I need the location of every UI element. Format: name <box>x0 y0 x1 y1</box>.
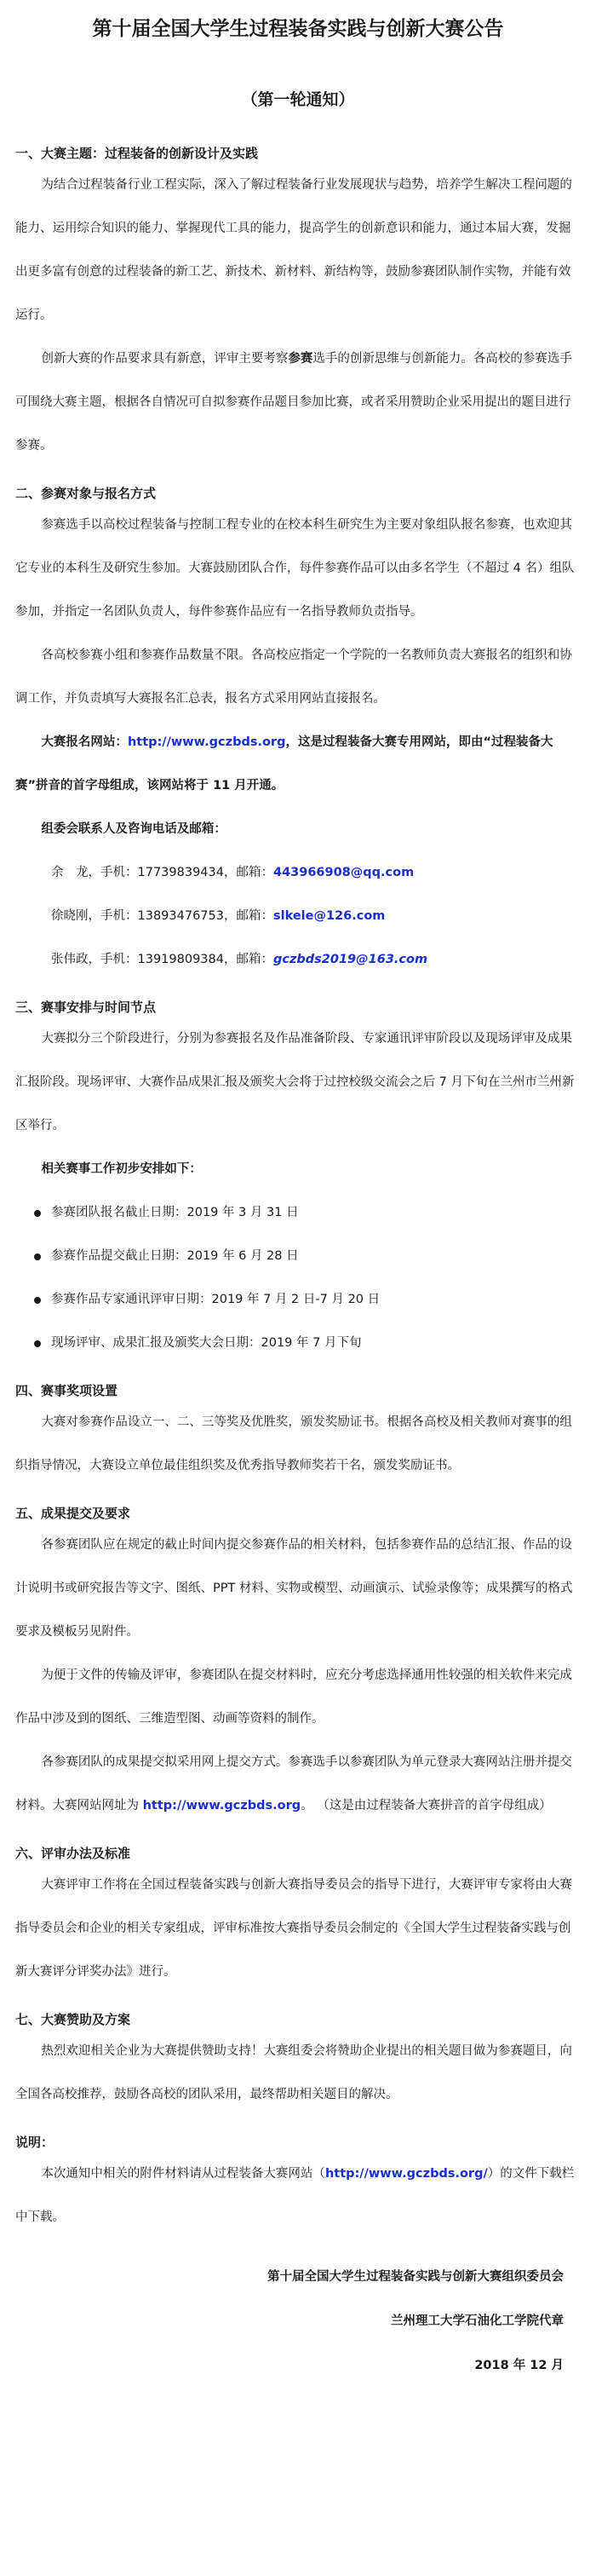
section-heading-participants: 二、参赛对象与报名方式 <box>15 486 157 501</box>
paragraph: 创新大赛的作品要求具有新意，评审主要考察参赛选手的创新思维与创新能力。各高校的参赛选手可围绕大赛主题，根据各自情况可自拟参赛作品题目参加比赛，或者采用赞助企业采用提出的题目进行参赛。 <box>15 352 572 452</box>
signature-school: 兰州理工大学石油化工学院代章 <box>391 2314 564 2328</box>
schedule-item: 参赛作品提交截止日期：2019 年 6 月 28 日 <box>15 1235 581 1278</box>
registration-website-link[interactable]: http://www.gczbds.org <box>127 735 286 749</box>
paragraph: 本次通知中相关的附件材料请从过程装备大赛网站（http://www.gczbds.org/）的文件下载栏中下载。 <box>15 2167 575 2224</box>
bullet-icon <box>34 1340 41 1347</box>
section-heading-submission: 五、成果提交及要求 <box>15 1506 131 1521</box>
signature-organization: 第十届全国大学生过程装备实践与创新大赛组织委员会 <box>267 2270 564 2284</box>
contact-row: 徐晓刚，手机：13893476753，邮箱：slkele@126.com <box>51 909 386 923</box>
download-website-link[interactable]: http://www.gczbds.org/ <box>324 2167 488 2181</box>
section-heading-theme: 一、大赛主题：过程装备的创新设计及实践 <box>15 146 259 161</box>
bullet-icon <box>34 1253 41 1260</box>
schedule-item: 参赛作品专家通讯评审日期：2019 年 7 月 2 日-7 月 20 日 <box>15 1278 581 1322</box>
email-link[interactable]: 443966908@qq.com <box>272 866 415 879</box>
section-heading-schedule: 三、赛事安排与时间节点 <box>15 1000 157 1015</box>
note-heading: 说明： <box>15 2135 54 2150</box>
email-link[interactable]: gczbds2019@163.com <box>272 953 428 966</box>
section-heading-sponsorship: 七、大赛赞助及方案 <box>15 2012 131 2027</box>
schedule-heading: 相关赛事工作初步安排如下： <box>41 1162 202 1176</box>
schedule-item: 参赛团队报名截止日期：2019 年 3 月 31 日 <box>15 1191 581 1235</box>
email-link[interactable]: slkele@126.com <box>272 909 386 923</box>
page-subtitle: （第一轮通知） <box>241 90 355 109</box>
section-heading-judging: 六、评审办法及标准 <box>15 1846 131 1861</box>
paragraph: 各参赛团队应在规定的截止时间内提交参赛作品的相关材料，包括参赛作品的总结汇报、作品的设计说明书或研究报告等文字、图纸、PPT 材料、实物或模型、动画演示、试验录像等；成果撰写的格式要求及模板另见附件。 <box>15 1538 573 1639</box>
section-heading-awards: 四、赛事奖项设置 <box>15 1383 118 1398</box>
paragraph: 各高校参赛小组和参赛作品数量不限。各高校应指定一个学院的一名教师负责大赛报名的组织和协调工作，并负责填写大赛报名汇总表，报名方式采用网站直接报名。 <box>15 648 572 706</box>
registration-website-paragraph: 大赛报名网站：http://www.gczbds.org，这是过程装备大赛专用网站，即由“过程装备大赛”拼音的首字母组成，该网站将于 11 月开通。 <box>15 735 553 792</box>
submission-website-link[interactable]: http://www.gczbds.org <box>142 1799 301 1812</box>
bullet-icon <box>34 1297 41 1304</box>
bullet-icon <box>34 1210 41 1217</box>
paragraph: 为结合过程装备行业工程实际，深入了解过程装备行业发展现状与趋势，培养学生解决工程问题的能力、运用综合知识的能力、掌握现代工具的能力，提高学生的创新意识和能力，通过本届大赛，发掘出更多富有创意的过程装备的新工艺、新技术、新材料、新结构等，鼓励参赛团队制作实物，并能有效运行。 <box>15 178 572 322</box>
paragraph: 各参赛团队的成果提交拟采用网上提交方式。参赛选手以参赛团队为单元登录大赛网站注册并提交材料。大赛网站网址为 http://www.gczbds.org。 （这是由过程装备大赛拼音的首字母组成） <box>15 1755 572 1812</box>
paragraph: 大赛拟分三个阶段进行，分别为参赛报名及作品准备阶段、专家通讯评审阶段以及现场评审及成果汇报阶段。现场评审、大赛作品成果汇报及颁奖大会将于过控校级交流会之后 7 月下旬在兰州市兰州新区举行。 <box>15 1032 575 1132</box>
paragraph: 大赛对参赛作品设立一、二、三等奖及优胜奖，颁发奖励证书。根据各高校及相关教师对赛事的组织指导情况，大赛设立单位最佳组织奖及优秀指导教师奖若干名，颁发奖励证书。 <box>15 1415 572 1472</box>
paragraph: 热烈欢迎相关企业为大赛提供赞助支持！大赛组委会将赞助企业提出的相关题目做为参赛题目，向全国各高校推荐，鼓励各高校的团队采用，最终帮助相关题目的解决。 <box>15 2044 572 2101</box>
page-title: 第十届全国大学生过程装备实践与创新大赛公告 <box>92 18 504 40</box>
contact-row: 张伟政，手机：13919809384，邮箱：gczbds2019@163.com <box>51 953 428 966</box>
contact-row: 余 龙，手机：17739839434，邮箱：443966908@qq.com <box>51 866 415 879</box>
paragraph: 参赛选手以高校过程装备与控制工程专业的在校本科生研究生为主要对象组队报名参赛，也欢迎其它专业的本科生及研究生参加。大赛鼓励团队合作，每件参赛作品可以由多名学生（不超过 4 名）组队参加，并指定一名团队负责人，每件参赛作品应有一名指导教师负责指导。 <box>15 518 575 619</box>
schedule-item: 现场评审、成果汇报及颁奖大会日期：2019 年 7 月下旬 <box>15 1322 581 1365</box>
signature-date: 2018 年 12 月 <box>474 2359 564 2372</box>
contacts-heading: 组委会联系人及咨询电话及邮箱： <box>41 822 226 836</box>
paragraph: 大赛评审工作将在全国过程装备实践与创新大赛指导委员会的指导下进行，大赛评审专家将由大赛指导委员会和企业的相关专家组成，评审标准按大赛指导委员会制定的《全国大学生过程装备实践与创新大赛评分评奖办法》进行。 <box>15 1878 572 1979</box>
paragraph: 为便于文件的传输及评审，参赛团队在提交材料时，应充分考虑选择通用性较强的相关软件来完成作品中涉及到的图纸、三维造型图、动画等资料的制作。 <box>15 1668 572 1726</box>
